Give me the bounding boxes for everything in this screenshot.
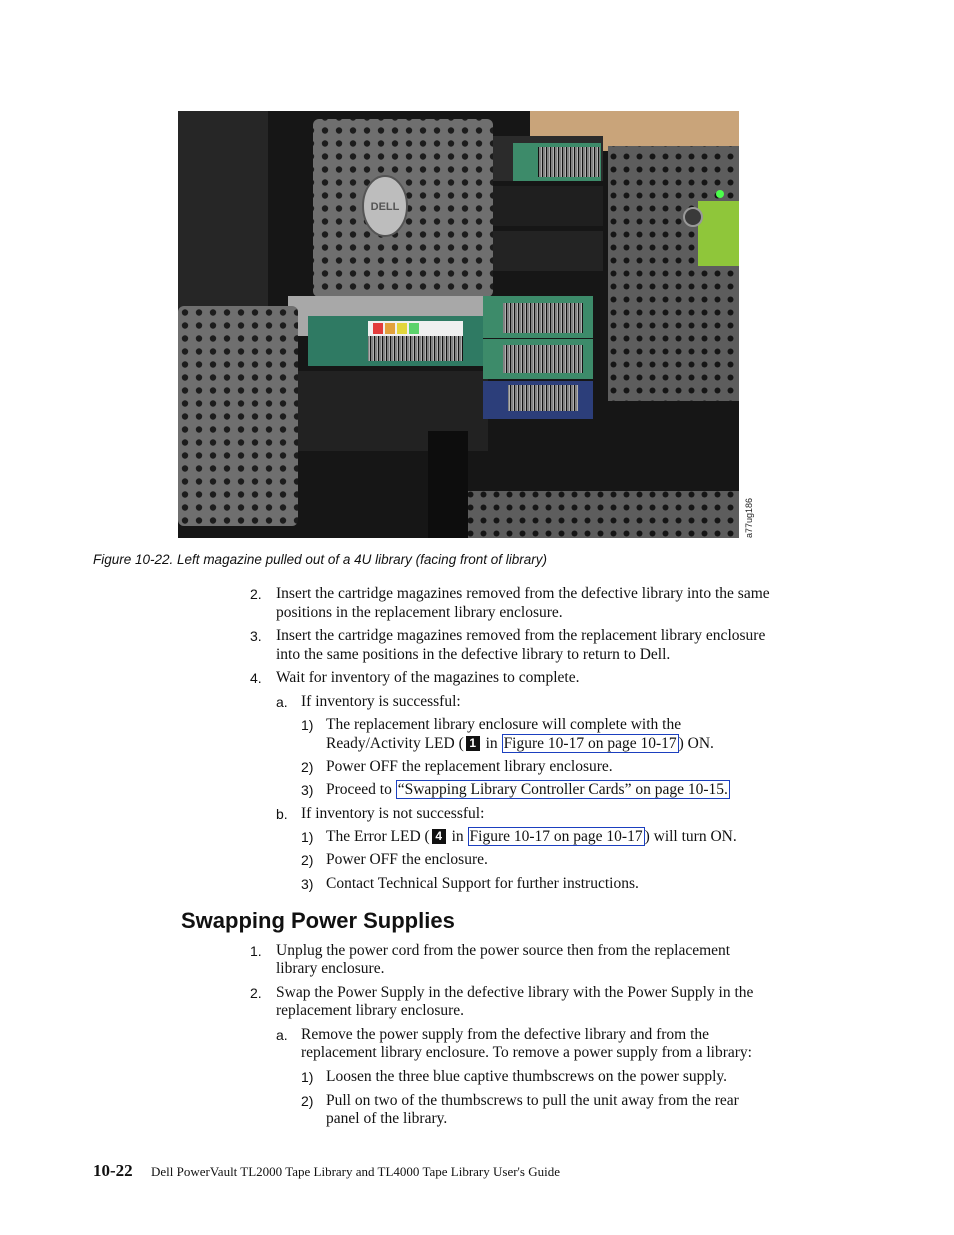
substep-text: Contact Technical Support for further instructions. (326, 875, 639, 892)
step-text: Swap the Power Supply in the defective library with the Power Supply in the (276, 984, 754, 1001)
step-number: 2. (250, 586, 262, 602)
figure-photo (178, 111, 739, 538)
substep-letter: a. (276, 1027, 288, 1043)
step-text: Insert the cartridge magazines removed from the replacement library enclosure (276, 627, 766, 644)
step-text: Unplug the power cord from the power source then from the replacement (276, 942, 731, 959)
figure-code: a77ug186 (744, 497, 754, 538)
step-text: Wait for inventory of the magazines to complete. (276, 669, 580, 686)
substep-number: 2) (301, 1093, 314, 1109)
step-text: replacement library enclosure. (276, 1002, 465, 1019)
figure-link[interactable]: Figure 10-17 on page 10-17 (503, 735, 677, 752)
dell-logo-text: DELL (370, 201, 400, 213)
substep-text-line (326, 828, 737, 846)
substep-letter: a. (276, 694, 288, 710)
section-link[interactable]: “Swapping Library Controller Cards” on page 10-15. (397, 781, 728, 798)
substep-number: 1) (301, 829, 314, 845)
step-number: 1. (250, 943, 262, 959)
substep-text: Pull on two of the thumbscrews to pull the unit away from the rear (326, 1092, 739, 1109)
substep-number: 2) (301, 852, 314, 868)
book-title: Dell PowerVault TL2000 Tape Library and TL4000 Tape Library User's Guide (151, 1164, 560, 1179)
substep-number: 2) (301, 759, 314, 775)
substep-text: Power OFF the enclosure. (326, 851, 488, 868)
text: in (451, 828, 464, 845)
substep-text: Loosen the three blue captive thumbscrews on the power supply. (326, 1068, 728, 1085)
substep-text: If inventory is not successful: (301, 805, 485, 822)
power-button-icon (684, 208, 702, 226)
status-led (716, 190, 724, 198)
substep-number: 1) (301, 1069, 314, 1085)
step-text: into the same positions in the defective library to return to Dell. (276, 646, 671, 663)
text: ) ON. (678, 735, 714, 752)
text: Ready/Activity LED ( (326, 735, 464, 752)
text: ) will turn ON. (644, 828, 737, 845)
callout-badge: 4 (432, 829, 446, 844)
substep-text-line (326, 781, 730, 799)
text: The Error LED ( (326, 828, 430, 845)
substep-text: Remove the power supply from the defective library and from the (301, 1026, 710, 1043)
lcd-display (698, 201, 739, 266)
substep-text-line (326, 735, 714, 753)
text: Proceed to (326, 781, 392, 798)
text: in (485, 735, 498, 752)
substep-text: The replacement library enclosure will complete with the (326, 716, 682, 733)
substep-letter: b. (276, 806, 288, 822)
figure-caption: Figure 10-22. Left magazine pulled out of a 4U library (facing front of library) (93, 552, 547, 567)
step-number: 4. (250, 670, 262, 686)
substep-text: Power OFF the replacement library enclosure. (326, 758, 613, 775)
substep-number: 3) (301, 782, 314, 798)
callout-badge: 1 (466, 736, 480, 751)
step-text: library enclosure. (276, 960, 385, 977)
step-text: Insert the cartridge magazines removed from the defective library into the same (276, 585, 770, 602)
substep-text: panel of the library. (326, 1110, 448, 1127)
figure-link[interactable]: Figure 10-17 on page 10-17 (469, 828, 643, 845)
substep-text: If inventory is successful: (301, 693, 461, 710)
page-number: 10-22 (93, 1161, 133, 1180)
substep-number: 1) (301, 717, 314, 733)
substep-text: replacement library enclosure. To remove a power supply from a library: (301, 1044, 752, 1061)
step-number: 2. (250, 985, 262, 1001)
step-number: 3. (250, 628, 262, 644)
section-heading: Swapping Power Supplies (181, 908, 455, 933)
step-text: positions in the replacement library enclosure. (276, 604, 563, 621)
substep-number: 3) (301, 876, 314, 892)
tape-library-illustration (178, 111, 739, 538)
